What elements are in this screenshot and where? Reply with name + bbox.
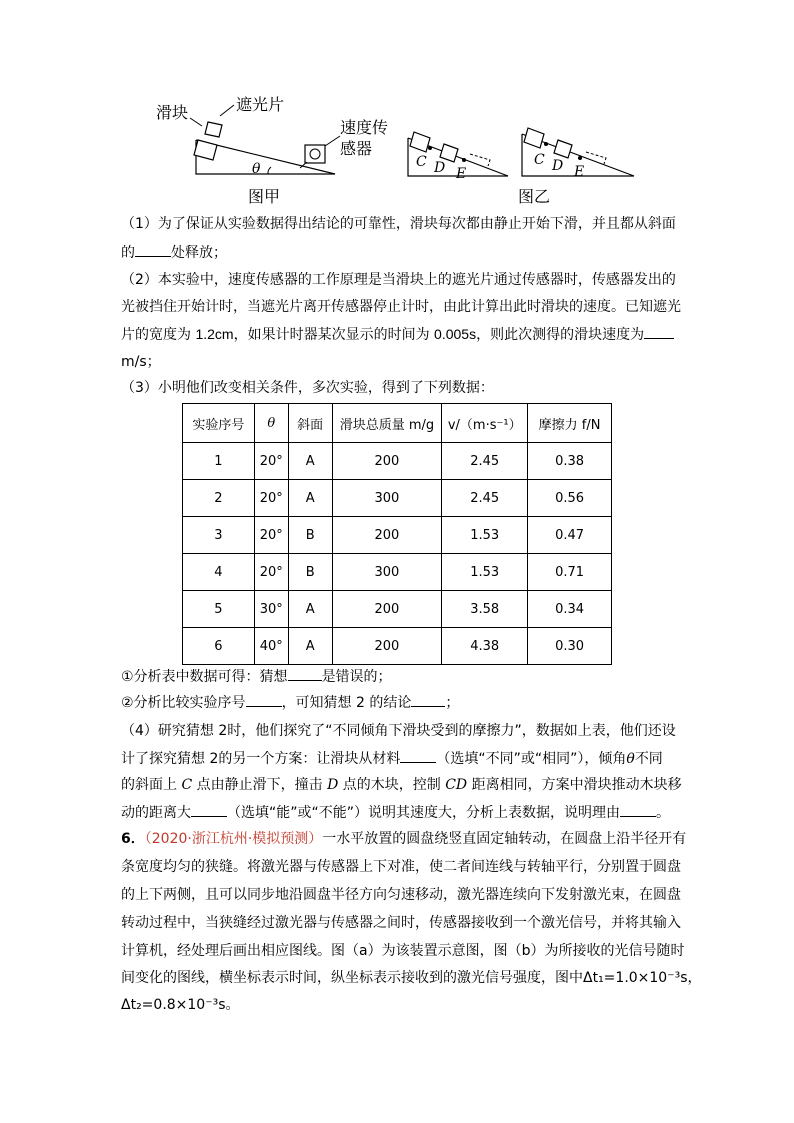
label-c-left: C — [416, 154, 427, 170]
q4-line2 — [121, 748, 663, 769]
cell: 2.45 — [442, 480, 528, 517]
blank-q4-1[interactable] — [400, 748, 436, 763]
q4-l3e: 点的木块，控制 — [338, 777, 446, 793]
cell: 30° — [254, 591, 288, 628]
q4-line1: （4）研究猜想 2时，他们探究了“不同倾角下滑块受到的摩擦力”，数据如上表，他们还设 — [121, 723, 676, 739]
figure-yi — [400, 124, 645, 210]
label-c-right: C — [534, 152, 545, 168]
q2-l3c: ，如果计时器某次显示的时间为 — [233, 327, 435, 343]
pointer-slider — [190, 118, 202, 126]
q4-l4a: 动的距离大 — [121, 805, 191, 821]
label-shade: 遮光片 — [236, 95, 285, 114]
q4-l2a: 计了探究猜想 2的另一个方案：让滑块从材料 — [121, 751, 401, 767]
shade-plate — [205, 122, 222, 137]
cell: 6 — [183, 628, 255, 665]
th-slope: 斜面 — [288, 404, 332, 443]
cell: 20° — [254, 443, 288, 480]
q1-line2 — [121, 242, 227, 263]
q6-line2: 条宽度均匀的狭缝。将激光器与传感器上下对准，使二者间连线与转轴平行，分别置于圆盘 — [121, 859, 681, 875]
block-right — [554, 140, 572, 158]
blank-a2-2[interactable] — [411, 692, 445, 707]
q2-line3 — [121, 324, 674, 345]
point-c-left — [428, 146, 432, 150]
cell: 20° — [254, 517, 288, 554]
cell: 1 — [183, 443, 255, 480]
label-sensor-1: 速度传 — [340, 118, 389, 137]
a2-c: ； — [445, 695, 460, 711]
q4-l4b: （选填“能”或“不能”）说明其速度大，分析上表数据，说明理由 — [227, 805, 621, 821]
blank-a1[interactable] — [288, 666, 322, 681]
a1-b: 是错误的； — [321, 669, 392, 685]
q4-l3g: 距离相同，方案中滑块推动木块移 — [467, 777, 682, 793]
q2-width: 1.2cm — [195, 326, 234, 342]
label-d-right: D — [552, 158, 564, 174]
q6-line1 — [121, 829, 686, 849]
q6-line5: 计算机，经处理后画出相应图线。图（a）为该装置示意图，图（b）为所接收的光信号随时 — [121, 943, 685, 959]
cell: A — [288, 443, 332, 480]
a2-a: ②分析比较实验序号 — [121, 695, 246, 711]
cell: 300 — [332, 554, 442, 591]
cell: 0.30 — [528, 628, 612, 665]
q4-cd: CD — [445, 777, 468, 793]
answer-1 — [121, 666, 392, 687]
q6-line3: 的上下两侧，且可以同步地沿圆盘半径方向匀速移动，激光器连续向下发射激光束，在圆盘 — [121, 887, 681, 903]
cell: A — [288, 591, 332, 628]
q4-line3 — [121, 775, 682, 795]
table-row — [183, 480, 612, 517]
figure-jia — [150, 88, 405, 208]
q4-l4c: 。 — [656, 805, 671, 821]
cell: 200 — [332, 443, 442, 480]
label-slider: 滑块 — [156, 103, 189, 122]
caption-yi: 图乙 — [518, 187, 551, 206]
caption-jia: 图甲 — [248, 187, 281, 206]
blank-q4-3[interactable] — [620, 802, 656, 817]
cell: A — [288, 628, 332, 665]
cell: 4.38 — [442, 628, 528, 665]
q2-line2: 光被挡住开始计时，当遮光片离开传感器停止计时，由此计算出此时滑块的速度。已知遮光 — [121, 299, 681, 315]
cell: 200 — [332, 628, 442, 665]
th-seq: 实验序号 — [183, 404, 255, 443]
q1-line1: （1）为了保证从实验数据得出结论的可靠性，滑块每次都由静止开始下滑，并且都从斜面 — [121, 216, 676, 232]
cell: 2.45 — [442, 443, 528, 480]
table-row — [183, 554, 612, 591]
cell: 3.58 — [442, 591, 528, 628]
th-mass: 滑块总质量 m/g — [332, 404, 442, 443]
point-e-right — [578, 156, 582, 160]
th-theta: θ — [254, 404, 288, 443]
a2-b: ，可知猜想 2 的结论 — [281, 695, 412, 711]
slider-left — [410, 132, 430, 152]
cell: 0.71 — [528, 554, 612, 591]
q1-l2a: 的 — [121, 245, 135, 261]
q2-time: 0.005s — [434, 326, 477, 342]
q2-l3e: ，则此次测得的滑块速度为 — [476, 327, 645, 343]
angle-arc — [268, 167, 271, 174]
q6-line4: 转动过程中，当狭缝经过激光器与传感器之间时，传感器接收到一个激光信号，并将其输入 — [121, 915, 681, 931]
point-c-right — [544, 142, 548, 146]
q4-l3a: 的斜面上 — [121, 777, 182, 793]
blank-q1[interactable] — [135, 242, 171, 257]
cell: 0.47 — [528, 517, 612, 554]
blank-q4-2[interactable] — [191, 802, 227, 817]
q6-number: 6． — [121, 831, 145, 847]
q1-l2b: 处释放； — [171, 245, 227, 261]
table-header-row — [183, 404, 612, 443]
q3-line1: （3）小明他们改变相关条件，多次实验，得到了下列数据： — [121, 380, 494, 396]
cell: 1.53 — [442, 554, 528, 591]
cell: 1.53 — [442, 517, 528, 554]
cell: 5 — [183, 591, 255, 628]
q4-l2b: （选填“不同”或“相同”），倾角 — [436, 751, 627, 767]
a1-a: ①分析表中数据可得：猜想 — [121, 669, 288, 685]
cell: 20° — [254, 554, 288, 591]
cell: 0.56 — [528, 480, 612, 517]
table-row — [183, 591, 612, 628]
q6-source[interactable]: （2020·浙江杭州·模拟预测） — [144, 831, 323, 847]
cell: 40° — [254, 628, 288, 665]
blank-q2[interactable] — [644, 324, 674, 339]
table-row — [183, 517, 612, 554]
label-theta: θ — [252, 161, 261, 177]
cell: 300 — [332, 480, 442, 517]
cell: 2 — [183, 480, 255, 517]
q6-line7: Δt₂=0.8×10⁻³s。 — [121, 997, 240, 1013]
pointer-shade — [220, 105, 234, 116]
point-e-left — [462, 158, 466, 162]
q4-l2d: 不同 — [634, 751, 663, 767]
label-d-left: D — [434, 160, 446, 176]
slider-right — [524, 128, 544, 148]
q2-line4: m/s； — [121, 354, 161, 370]
th-f: 摩擦力 f/N — [528, 404, 612, 443]
q2-l3a: 片的宽度为 — [121, 327, 196, 343]
blank-a2-1[interactable] — [246, 692, 282, 707]
cell: B — [288, 517, 332, 554]
cell: 4 — [183, 554, 255, 591]
table-row — [183, 443, 612, 480]
label-e-left: E — [456, 166, 467, 182]
data-table — [182, 403, 612, 665]
cell: 20° — [254, 480, 288, 517]
sensor-box — [305, 145, 325, 163]
q4-line4 — [121, 802, 670, 823]
th-v: v/（m·s⁻¹） — [442, 404, 528, 443]
cell: 200 — [332, 517, 442, 554]
slider-block — [194, 140, 217, 160]
cell: 0.34 — [528, 591, 612, 628]
q4-l3c: 点由静止滑下，撞击 — [192, 777, 328, 793]
cell: 200 — [332, 591, 442, 628]
label-e-right: E — [574, 164, 585, 180]
cell: B — [288, 554, 332, 591]
q2-line1: （2）本实验中，速度传感器的工作原理是当滑块上的遮光片通过传感器时，传感器发出的 — [121, 272, 676, 288]
q6-l1: 一水平放置的圆盘绕竖直固定轴转动，在圆盘上沿半径开有 — [322, 831, 687, 847]
dashed-left — [470, 154, 490, 166]
q4-d: D — [327, 777, 339, 793]
cell: 3 — [183, 517, 255, 554]
q6-line6: 间变化的图线，横坐标表示时间，纵坐标表示接收到的激光信号强度，图中Δt₁=1.0×10⁻³s， — [121, 970, 702, 986]
table-row — [183, 628, 612, 665]
q4-theta: θ — [626, 751, 635, 767]
cell: 0.38 — [528, 443, 612, 480]
q4-c: C — [181, 777, 193, 793]
cell: A — [288, 480, 332, 517]
pointer-sensor — [325, 136, 340, 146]
label-sensor-2: 感器 — [340, 139, 373, 158]
answer-2 — [121, 692, 459, 713]
